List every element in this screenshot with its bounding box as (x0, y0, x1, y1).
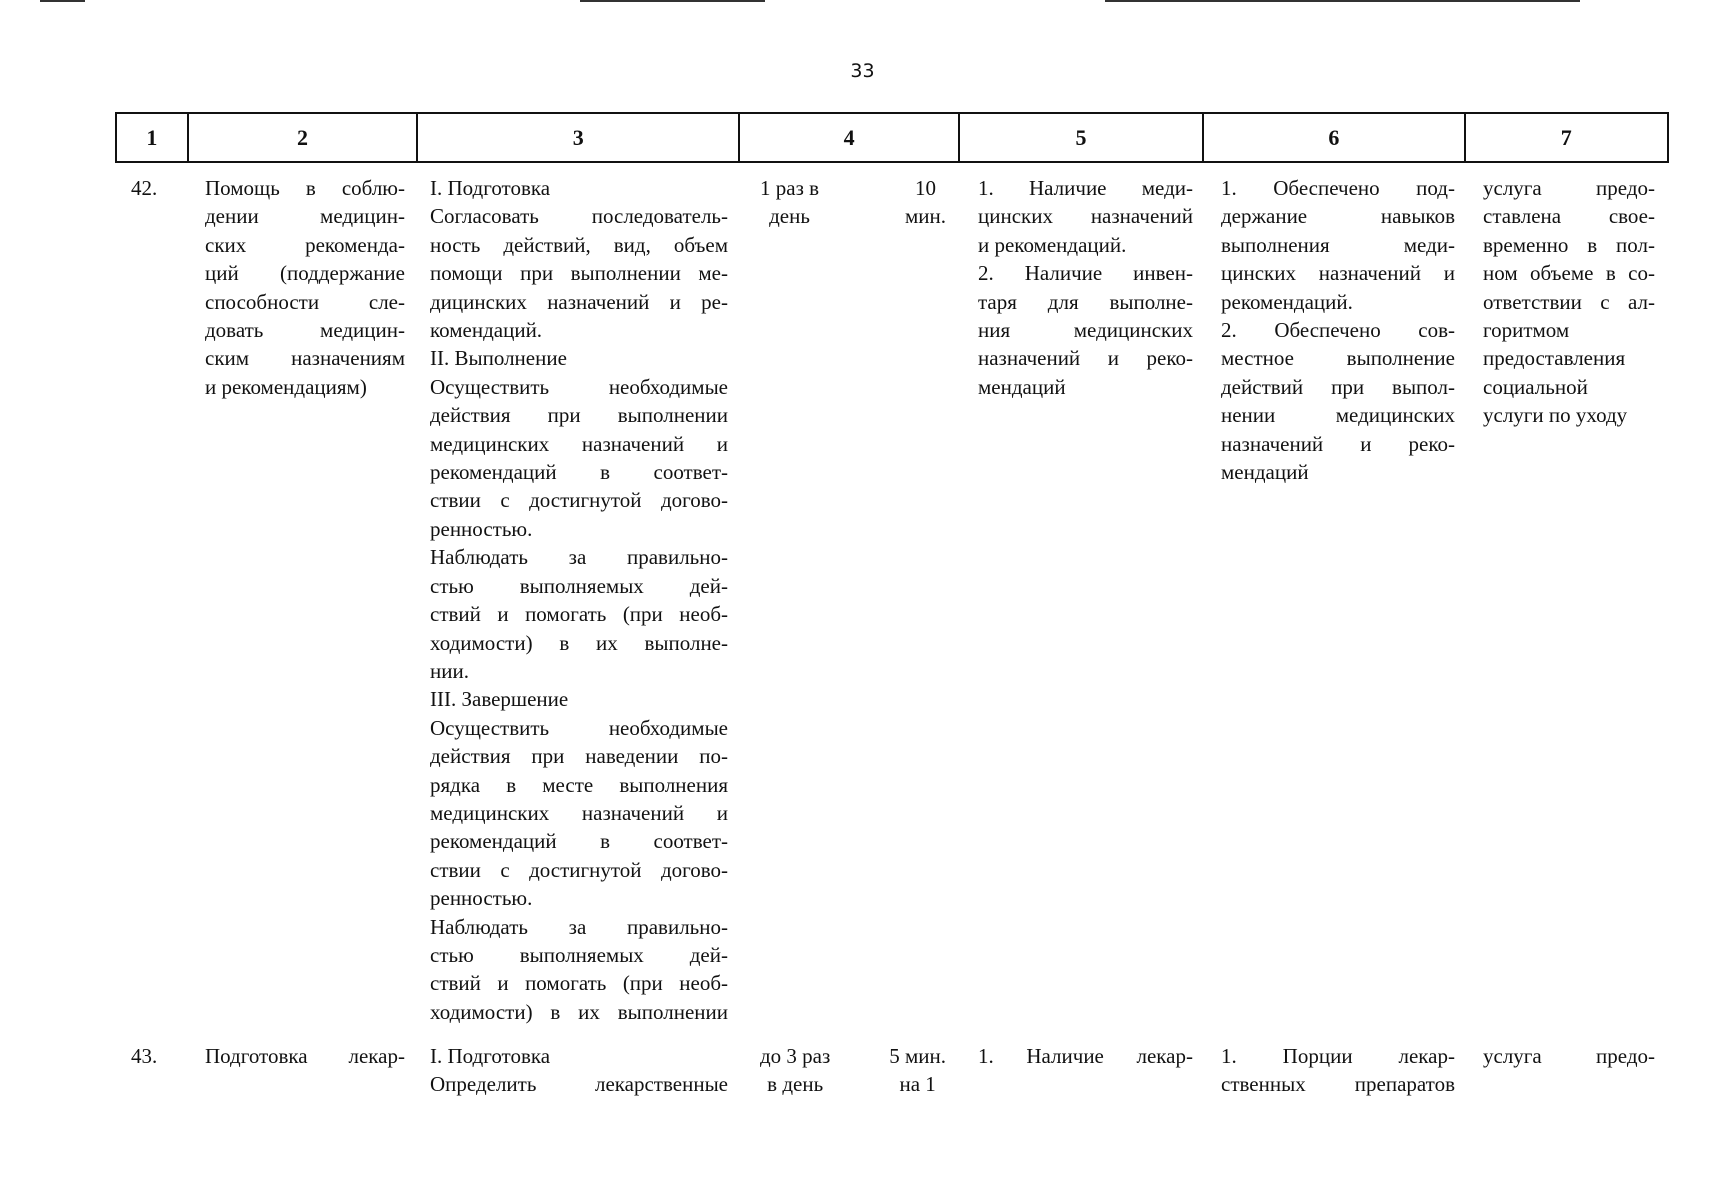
header-col-7: 7 (1560, 124, 1572, 150)
header-col-1: 1 (117, 114, 189, 161)
header-col-5: 5 (960, 114, 1204, 161)
scan-edge-line (40, 0, 85, 2)
row-number: 42. (131, 176, 158, 200)
service-name-cell: Помощь в соблю- дении медицин- ских рекоменда- ций (поддержание способности сле- довать медицин- ским назначениям и рекомендациям) (205, 176, 405, 399)
frequency-duration-cell (740, 1042, 960, 1099)
scan-edge-line (580, 0, 765, 2)
frequency-duration-cell (740, 174, 960, 1026)
results-cell: 1. Обеспечено под- держание навыков выполнения меди- цинских назначений и рекомендаций. 2. Обеспечено сов- местное выполнение действий при выпол- нении медицинских назначений и реко- мендаций (1221, 176, 1455, 485)
table-header-row (115, 112, 1669, 163)
header-col-3: 3 (418, 114, 740, 161)
service-content-cell: I. Подготовка Согласовать последователь- ность действий, вид, объем помощи при выполнении ме- дицинских назначений и ре- комендаций. II. Выполнение Осуществить необходимые действия при выполнении медицинских назначений и рекомендаций в соответ- ствии с достигнутой догово- ренностью. Наблюдать за правильно- стью выполняемых дей- ствий и помогать (при необ- ходимости) в их выполне- нии. III. Завершение Осуществить необходимые действия при наведении по- рядка в месте выполнения медицинских назначений и рекомендаций в соответ- ствии с достигнутой догово- ренностью. Наблюдать за правильно- стью выполняемых дей- ствий и помогать (при необ- ходимости) в их выполнении (430, 176, 728, 1024)
table-row (115, 174, 1669, 1026)
conditions-cell: 1. Наличие лекар- (978, 1044, 1193, 1068)
table-row (115, 1042, 1669, 1099)
header-col-2: 2 (189, 114, 418, 161)
frequency: 1 раз в день (760, 176, 820, 229)
duration: 10 мин. (904, 176, 946, 229)
assessment-cell: услуга предо- (1483, 1044, 1655, 1068)
results-cell: 1. Порции лекар- ственных препаратов (1221, 1044, 1455, 1097)
conditions-cell: 1. Наличие меди- цинских назначений и рекомендаций. 2. Наличие инвен- таря для выполне- ния медицинских назначений и реко- мендаций (978, 176, 1193, 399)
row-number: 43. (131, 1044, 158, 1068)
scan-edge-line (1105, 0, 1580, 2)
duration: 5 мин. на 1 (889, 1044, 946, 1097)
header-col-4: 4 (740, 114, 959, 161)
service-name-cell: Подготовка лекар- (205, 1044, 405, 1068)
assessment-cell: услуга предо- ставлена свое- временно в пол- ном объеме в со- ответствии с ал- горитмом предоставления социальной услуги по уходу (1483, 176, 1655, 428)
header-col-6: 6 (1204, 114, 1465, 161)
service-content-cell: I. Подготовка Определить лекарственные (430, 1044, 728, 1097)
frequency: до 3 раз в день (760, 1044, 831, 1097)
page-number: 33 (850, 60, 875, 82)
